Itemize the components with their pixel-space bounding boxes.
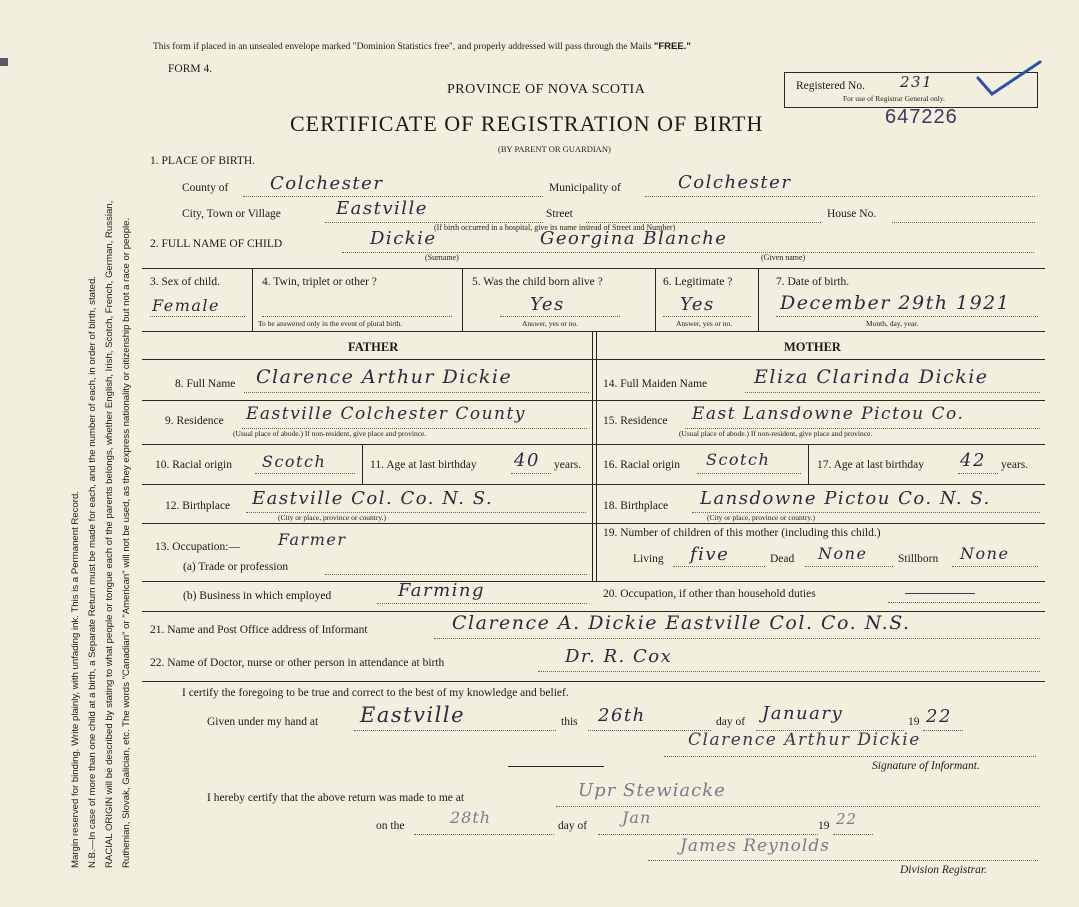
father-occupation-label: 13. Occupation:— — [155, 541, 240, 553]
stillborn-value: None — [960, 544, 1010, 563]
child-name-label: 2. FULL NAME OF CHILD — [150, 238, 283, 250]
sex-label: 3. Sex of child. — [150, 276, 220, 288]
mother-birthplace-value: Lansdowne Pictou Co. N. S. — [700, 488, 991, 509]
legitimate-value: Yes — [680, 294, 715, 315]
legitimate-label: 6. Legitimate ? — [663, 276, 733, 288]
informant-signature-caption: Signature of Informant. — [872, 760, 980, 772]
certificate-title: CERTIFICATE OF REGISTRATION OF BIRTH — [290, 111, 764, 136]
registrar-year-value: 22 — [836, 810, 858, 828]
registrar-month-value: Jan — [622, 808, 652, 827]
alive-label: 5. Was the child born alive ? — [472, 276, 603, 288]
this-label: this — [561, 716, 578, 728]
registrar-place-value: Upr Stewiacke — [578, 780, 726, 801]
margin-note-4: Ruthenian, Slovak, Galician, etc. The words "Canadian" or "American" will not be used, as they express nationality or citizenship but not a race or people. — [121, 217, 132, 868]
father-age-value: 40 — [514, 450, 540, 471]
stillborn-label: Stillborn — [898, 553, 939, 565]
province-heading: PROVINCE OF NOVA SCOTIA — [447, 82, 646, 97]
form-number: FORM 4. — [168, 63, 213, 75]
father-residence-value: Eastville Colchester County — [246, 404, 526, 424]
mail-notice: This form if placed in an unsealed envelope marked "Dominion Statistics free", and properly addressed will pass through the Mails "FREE." — [153, 41, 691, 52]
business-label: (b) Business in which employed — [183, 590, 332, 602]
registrar-signature: James Reynolds — [680, 836, 830, 856]
municipality-label: Municipality of — [549, 182, 621, 194]
living-value: five — [690, 544, 730, 565]
dead-value: None — [818, 544, 868, 563]
registered-note: For use of Registrar General only. — [843, 94, 945, 103]
informant-label: 21. Name and Post Office address of Informant — [150, 624, 368, 636]
given-under-hand-label: Given under my hand at — [207, 716, 319, 728]
stamp-number: 647226 — [885, 106, 958, 128]
child-surname: Dickie — [370, 228, 437, 249]
given-place-value: Eastville — [360, 703, 466, 727]
business-value: Farming — [398, 580, 486, 601]
municipality-value: Colchester — [678, 172, 792, 193]
legitimate-note: Answer, yes or no. — [676, 319, 733, 328]
margin-notes — [0, 0, 140, 907]
sex-value: Female — [152, 296, 220, 315]
mother-age-value: 42 — [960, 450, 986, 471]
twin-label: 4. Twin, triplet or other ? — [262, 276, 377, 288]
surname-caption: (Surname) — [425, 253, 459, 262]
father-birthplace-value: Eastville Col. Co. N. S. — [252, 488, 494, 509]
registrar-year-prefix: 19 — [818, 820, 830, 832]
city-label: City, Town or Village — [182, 208, 281, 220]
mother-name-label: 14. Full Maiden Name — [603, 378, 708, 390]
father-residence-label: 9. Residence — [165, 415, 224, 427]
living-label: Living — [633, 553, 664, 565]
mother-occupation-label: 20. Occupation, if other than household duties — [603, 588, 816, 600]
father-residence-note: (Usual place of abode.) If non-resident, give place and province. — [233, 429, 427, 438]
father-age-label: 11. Age at last birthday — [370, 459, 477, 471]
certification-statement: I certify the foregoing to be true and correct to the best of my knowledge and belief. — [182, 687, 569, 699]
date-of-birth-label: 7. Date of birth. — [776, 276, 850, 288]
mother-racial-label: 16. Racial origin — [603, 459, 680, 471]
mother-age-unit: years. — [1001, 459, 1029, 471]
given-month-value: January — [762, 703, 844, 724]
house-number-label: House No. — [827, 208, 877, 220]
registrar-day-value: 28th — [450, 808, 492, 827]
registrar-day-of-label: day of — [558, 820, 588, 832]
mother-name-value: Eliza Clarinda Dickie — [754, 366, 989, 388]
place-of-birth-label: 1. PLACE OF BIRTH. — [150, 155, 256, 167]
margin-note-2: N.B.—In case of more than one child at a birth, a Separate Return must be made for each, and the number of each, in order of birth, stated. — [87, 276, 98, 868]
children-count-label: 19. Number of children of this mother (including this child.) — [603, 527, 881, 539]
father-birthplace-note: (City or place, province or country.) — [278, 513, 387, 522]
child-given-name: Georgina Blanche — [540, 228, 728, 249]
father-occupation-value: Farmer — [278, 530, 347, 549]
date-note: Month, day, year. — [866, 319, 919, 328]
margin-note-3: RACIAL ORIGIN will be described by stating to what people or tongue each of the parents belongs, whether English, Irish, Scotch, French, German, Russian, — [104, 200, 115, 868]
day-of-label: day of — [716, 716, 746, 728]
trade-label: (a) Trade or profession — [183, 561, 289, 573]
hospital-note: (If birth occurred in a hospital, give its name instead of Street and Number) — [434, 223, 676, 232]
registered-label: Registered No. — [796, 80, 865, 92]
county-label: County of — [182, 182, 229, 194]
doctor-label: 22. Name of Doctor, nurse or other person in attendance at birth — [150, 657, 445, 669]
registrar-caption: Division Registrar. — [900, 864, 987, 876]
father-name-value: Clarence Arthur Dickie — [256, 366, 513, 388]
doctor-value: Dr. R. Cox — [565, 646, 673, 667]
dead-label: Dead — [770, 553, 795, 565]
given-day-value: 26th — [598, 705, 646, 726]
father-racial-value: Scotch — [262, 452, 327, 471]
father-age-unit: years. — [554, 459, 582, 471]
mother-age-label: 17. Age at last birthday — [817, 459, 924, 471]
binding-mark — [0, 58, 8, 66]
given-year-value: 22 — [926, 706, 952, 727]
mother-residence-note: (Usual place of abode.) If non-resident, give place and province. — [679, 429, 873, 438]
informant-value: Clarence A. Dickie Eastville Col. Co. N.S. — [452, 612, 911, 634]
year-prefix: 19 — [908, 716, 920, 728]
mother-heading: MOTHER — [784, 340, 841, 354]
street-label: Street — [546, 208, 573, 220]
mother-racial-value: Scotch — [706, 450, 771, 469]
certificate-subtitle: (BY PARENT OR GUARDIAN) — [498, 144, 611, 154]
on-the-label: on the — [376, 820, 405, 832]
mother-residence-label: 15. Residence — [603, 415, 668, 427]
date-of-birth-value: December 29th 1921 — [780, 292, 1011, 314]
margin-note-1: Margin reserved for binding. Write plainly, with unfading ink. This is a Permanent Record. — [70, 491, 81, 868]
mother-birthplace-note: (City or place, province or country.) — [707, 513, 816, 522]
father-racial-label: 10. Racial origin — [155, 459, 232, 471]
mother-birthplace-label: 18. Birthplace — [603, 500, 669, 512]
twin-note: To be answered only in the event of plural birth. — [258, 319, 403, 328]
mother-residence-value: East Lansdowne Pictou Co. — [692, 404, 965, 424]
informant-signature: Clarence Arthur Dickie — [688, 730, 921, 750]
alive-note: Answer, yes or no. — [522, 319, 579, 328]
county-value: Colchester — [270, 173, 384, 194]
alive-value: Yes — [530, 294, 565, 315]
father-birthplace-label: 12. Birthplace — [165, 500, 231, 512]
check-mark-icon — [974, 60, 1044, 100]
father-name-label: 8. Full Name — [175, 378, 236, 390]
city-value: Eastville — [336, 198, 428, 219]
given-name-caption: (Given name) — [761, 253, 806, 262]
father-heading: FATHER — [348, 340, 399, 354]
registered-value: 231 — [900, 73, 934, 91]
registrar-statement: I hereby certify that the above return was made to me at — [207, 792, 465, 804]
